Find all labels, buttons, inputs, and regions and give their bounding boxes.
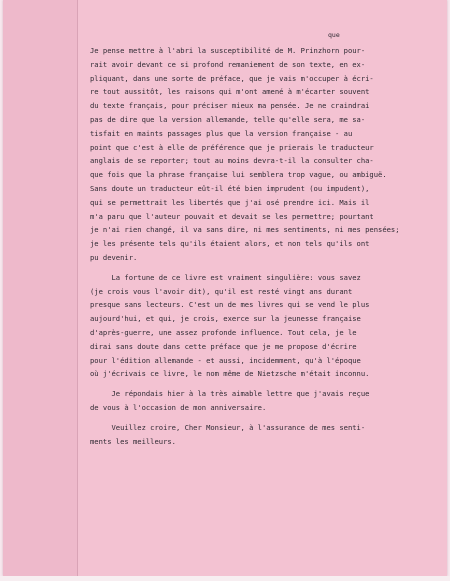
text-line: du texte français, pour préciser mieux ma pensée. Je ne craindrai: [90, 101, 370, 111]
text-line: ments les meilleurs.: [90, 436, 176, 446]
text-line: je n'ai rien changé, il va sans dire, ni mes sentiments, ni mes pensées;: [90, 225, 400, 235]
text-line: Sans doute un traducteur eût-il été bien imprudent (ou impudent),: [90, 183, 370, 193]
letter-page: [3, 0, 447, 576]
text-line: anglais de se reporter; tout au moins devra-t-il la consulter cha-: [90, 156, 374, 166]
text-line: Je pense mettre à l'abri la susceptibilité de M. Prinzhorn pour-: [90, 46, 366, 55]
text-line: pas de dire que la version allemande, telle qu'elle sera, me sa-: [90, 114, 366, 124]
text-line: (je crois vous l'avoir dit), qu'il est resté vingt ans durant: [90, 286, 353, 296]
text-line: aujourd'hui, et qui, je crois, exerce sur la jeunesse française: [90, 314, 361, 324]
text-line: qui se permettrait les libertés que j'ai osé prendre ici. Mais il: [90, 197, 370, 207]
text-line: m'a paru que l'auteur pouvait et devait se les permettre; pourtant: [90, 211, 374, 221]
text-line: rait avoir devant ce si profond remaniement de son texte, en ex-: [90, 59, 366, 69]
text-line: je les présente tels qu'ils étaient alors, et non tels qu'ils ont: [90, 239, 370, 249]
page-edge-strip: [3, 0, 78, 576]
page-margin: [0, 576, 450, 581]
text-line: Veuillez croire, Cher Monsieur, à l'assurance de mes senti-: [90, 422, 366, 432]
text-line: re tout aussitôt, les raisons qui m'ont amené à m'écarter souvent: [90, 87, 370, 97]
text-line: que fois que la phrase française lui semblera trop vague, ou ambiguë.: [90, 170, 387, 180]
text-line: pliquant, dans une sorte de préface, que je vais m'occuper à écri-: [90, 73, 374, 83]
text-line: où j'écrivais ce livre, le nom même de Nietzsche m'était inconnu.: [90, 369, 370, 379]
text-line: dirai sans doute dans cette préface que je me propose d'écrire: [90, 341, 357, 351]
text-line: Je répondais hier à la très aimable lettre que j'avais reçue: [90, 389, 370, 399]
text-line: pour l'édition allemande - et aussi, incidemment, qu'à l'époque: [90, 355, 361, 365]
text-line: point que c'est à elle de préférence que je prierais le traducteur: [90, 142, 374, 152]
text-line: La fortune de ce livre est vraiment singulière: vous savez: [90, 272, 361, 282]
bleed-through-text: [5, 150, 75, 510]
letter-body: [90, 44, 445, 448]
text-line: pu devenir.: [90, 252, 138, 262]
text-line: d'après-guerre, une assez profonde influence. Tout cela, je le: [90, 327, 357, 337]
handwritten-insertion: que: [328, 31, 340, 39]
text-line: de vous à l'occasion de mon anniversaire.: [90, 402, 267, 412]
text-line: presque sans lecteurs. C'est un de mes livres qui se vend le plus: [90, 300, 370, 310]
text-line: tisfait en maints passages plus que la version française - au: [90, 128, 353, 138]
